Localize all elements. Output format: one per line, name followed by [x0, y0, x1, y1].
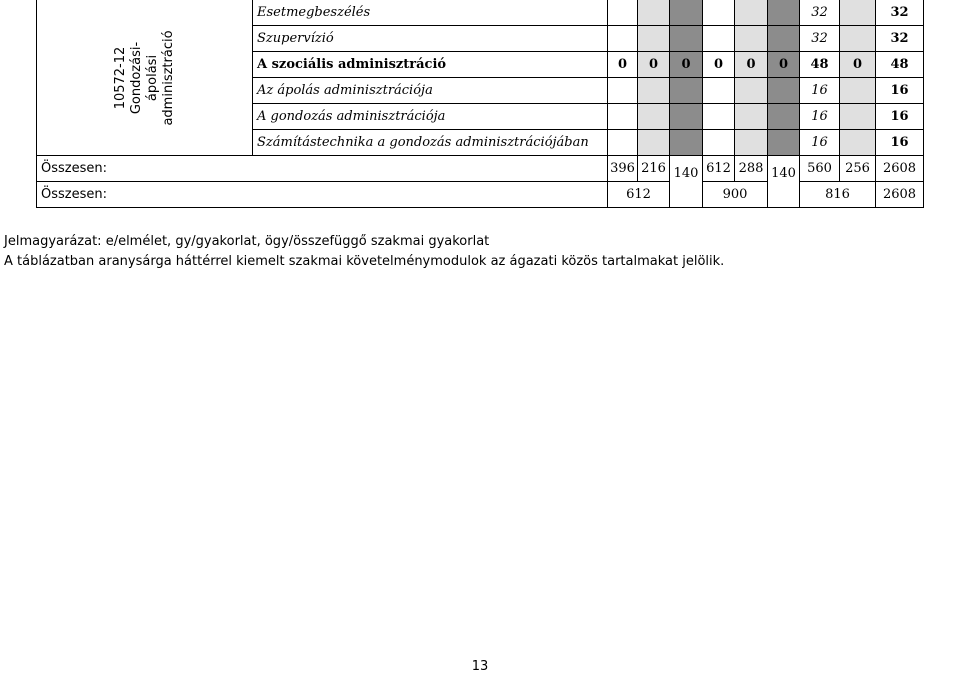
totals-label: Összesen: — [37, 156, 608, 182]
table-row: 10572-12 Gondozási- ápolási adminisztráció Esetmegbeszélés 32 32 — [37, 0, 924, 26]
row-name: Esetmegbeszélés — [253, 0, 608, 26]
module-code: 10572-12 — [112, 46, 128, 109]
totals-row-1: Összesen: 396 216 140 612 288 140 560 256 2608 — [37, 156, 924, 182]
row-name: Számítástechnika a gondozás adminisztrációjában — [253, 130, 608, 156]
table-row: Az ápolás adminisztrációja 16 16 — [37, 78, 924, 104]
row-name: A szociális adminisztráció — [253, 52, 608, 78]
table-row: Számítástechnika a gondozás adminisztrációjában 16 16 — [37, 130, 924, 156]
legend-text: Jelmagyarázat: e/elmélet, gy/gyakorlat, ögy/összefüggő szakmai gyakorlat — [4, 234, 490, 249]
totals-label: Összesen: — [37, 182, 608, 208]
module-name-line2: ápolási — [144, 54, 160, 101]
curriculum-table — [36, 0, 924, 208]
row-name: Az ápolás adminisztrációja — [253, 78, 608, 104]
module-name-line3: adminisztráció — [160, 29, 176, 126]
notes — [4, 232, 724, 272]
table-row: A gondozás adminisztrációja 16 16 — [37, 104, 924, 130]
table-row: A szociális adminisztráció 0 0 0 0 0 0 48 0 48 — [37, 52, 924, 78]
row-name: A gondozás adminisztrációja — [253, 104, 608, 130]
page-number: 13 — [471, 659, 489, 674]
totals-row-2: Összesen: 612 900 816 2608 — [37, 182, 924, 208]
highlight-note: A táblázatban aranysárga háttérrel kiemelt szakmai követelménymodulok az ágazati közös tartalmakat jelölik. — [4, 254, 725, 269]
row-name: Szupervízió — [253, 26, 608, 52]
module-name-line1: Gondozási- — [128, 41, 144, 114]
module-cell — [37, 0, 253, 156]
table-row: Szupervízió 32 32 — [37, 26, 924, 52]
